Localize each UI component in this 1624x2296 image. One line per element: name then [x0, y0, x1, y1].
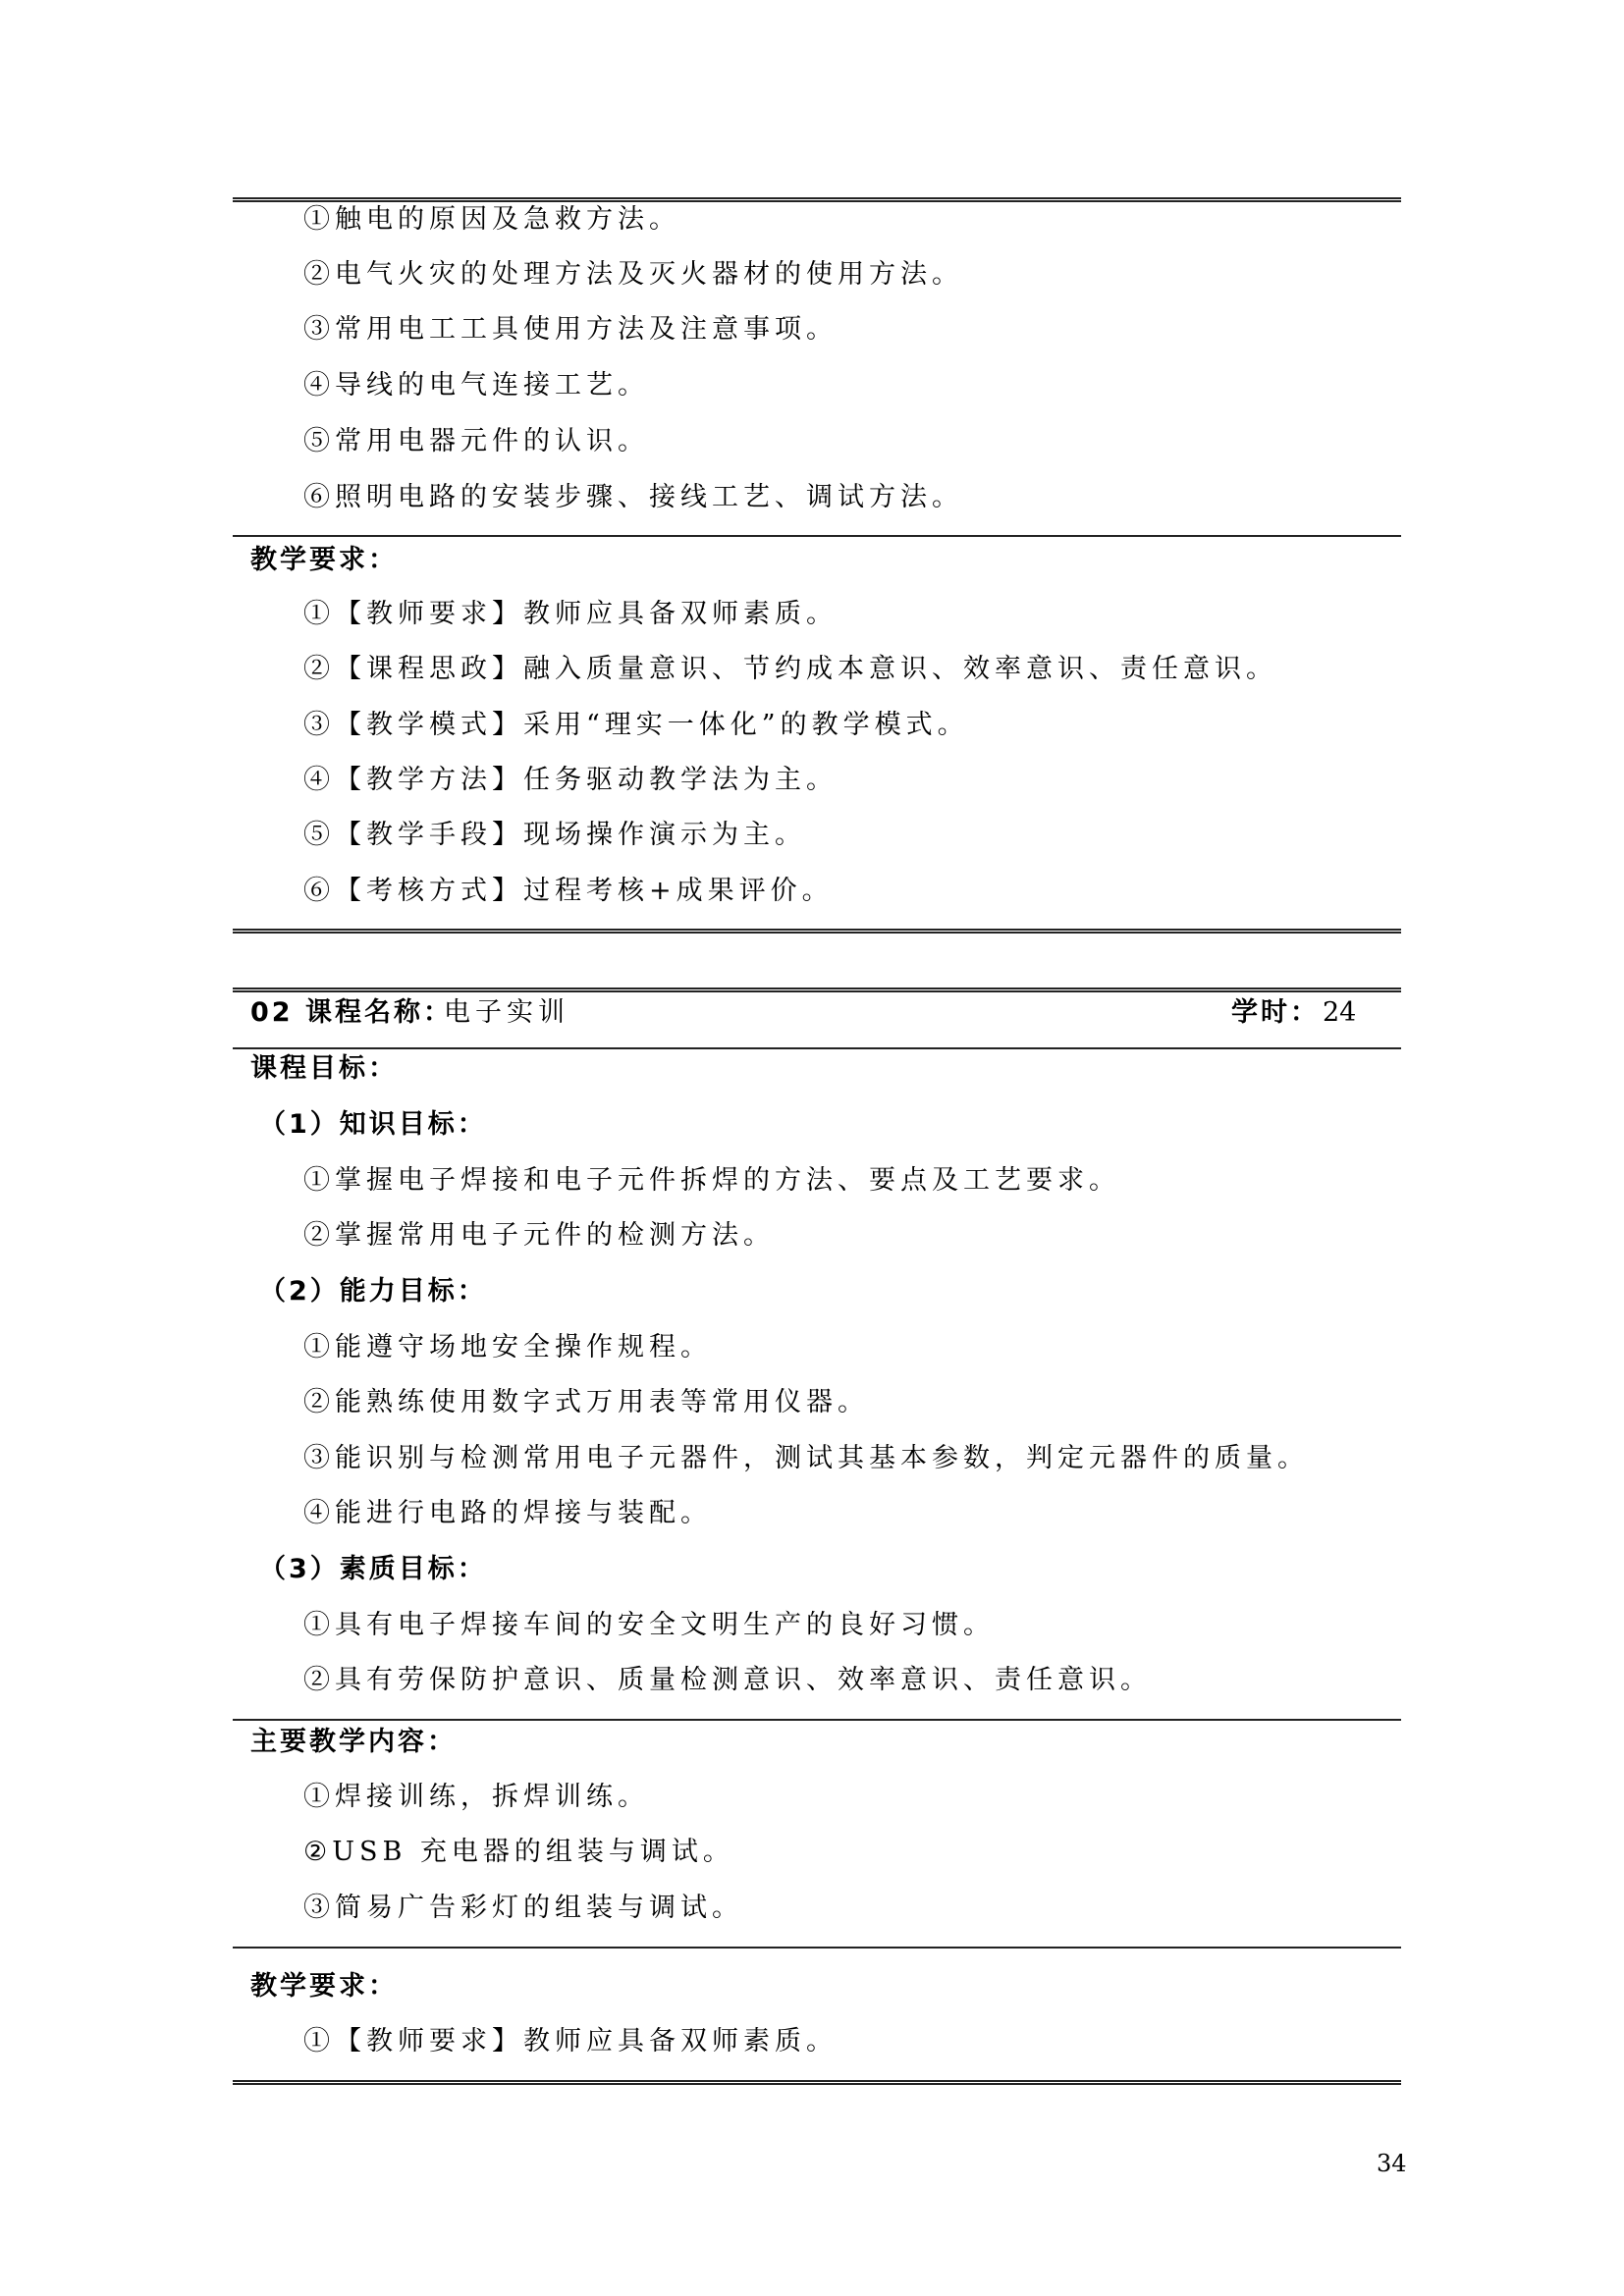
goal-item: ②具有劳保防护意识、质量检测意识、效率意识、责任意识。 — [303, 1665, 1152, 1695]
content-item: ⑤常用电器元件的认识。 — [303, 426, 649, 456]
requirements-heading: 教学要求： — [250, 1971, 398, 2002]
goals-heading: 课程目标： — [250, 1053, 398, 1084]
requirement-item: ①【教师要求】教师应具备双师素质。 — [303, 599, 838, 629]
course-name-label: 02 课程名称： — [250, 997, 453, 1028]
row-divider — [233, 1947, 1401, 1949]
requirement-item: ②【课程思政】融入质量意识、节约成本意识、效率意识、责任意识。 — [303, 654, 1277, 684]
knowledge-heading: （1）知识目标： — [259, 1109, 487, 1140]
goal-item: ②能熟练使用数字式万用表等常用仪器。 — [303, 1387, 869, 1417]
content-item: ②USB 充电器的组装与调试。 — [303, 1837, 734, 1867]
content-item: ③常用电工工具使用方法及注意事项。 — [303, 314, 838, 345]
requirement-item: ③【教学模式】采用“理实一体化”的教学模式。 — [303, 710, 969, 740]
requirement-item: ⑤【教学手段】现场操作演示为主。 — [303, 820, 806, 850]
content-heading: 主要教学内容： — [250, 1727, 457, 1757]
requirement-item: ①【教师要求】教师应具备双师素质。 — [303, 2026, 838, 2056]
course-title-row — [233, 993, 1401, 1033]
goal-item: ③能识别与检测常用电子元器件，测试其基本参数，判定元器件的质量。 — [303, 1443, 1309, 1473]
content-item: ①焊接训练，拆焊训练。 — [303, 1782, 649, 1812]
table-bottom-border — [233, 929, 1401, 934]
content-item: ①触电的原因及急救方法。 — [303, 204, 680, 235]
goal-item: ①具有电子焊接车间的安全文明生产的良好习惯。 — [303, 1610, 995, 1640]
hours-value: 24 — [1323, 997, 1357, 1028]
content-item: ③简易广告彩灯的组装与调试。 — [303, 1893, 743, 1923]
quality-heading: （3）素质目标： — [259, 1554, 487, 1584]
requirements-heading: 教学要求： — [250, 545, 398, 575]
content-item: ⑥照明电路的安装步骤、接线工艺、调试方法。 — [303, 482, 963, 512]
goal-item: ④能进行电路的焊接与装配。 — [303, 1498, 712, 1528]
goal-item: ①掌握电子焊接和电子元件拆焊的方法、要点及工艺要求。 — [303, 1165, 1120, 1196]
page-number: 34 — [1377, 2150, 1407, 2177]
requirement-item: ⑥【考核方式】过程考核+成果评价。 — [303, 876, 834, 906]
content-item: ②电气火灾的处理方法及灭火器材的使用方法。 — [303, 259, 963, 290]
ability-heading: （2）能力目标： — [259, 1276, 487, 1307]
goal-item: ①能遵守场地安全操作规程。 — [303, 1332, 712, 1362]
hours-label: 学时： — [1231, 997, 1320, 1028]
row-divider — [233, 535, 1401, 537]
row-divider — [233, 1719, 1401, 1721]
content-item: ④导线的电气连接工艺。 — [303, 370, 649, 400]
goal-item: ②掌握常用电子元件的检测方法。 — [303, 1220, 775, 1251]
course-name: 电子实训 — [444, 997, 569, 1028]
table-top-border — [233, 988, 1401, 992]
requirement-item: ④【教学方法】任务驱动教学法为主。 — [303, 765, 838, 795]
row-divider — [233, 1047, 1401, 1049]
table-bottom-border — [233, 2080, 1401, 2085]
